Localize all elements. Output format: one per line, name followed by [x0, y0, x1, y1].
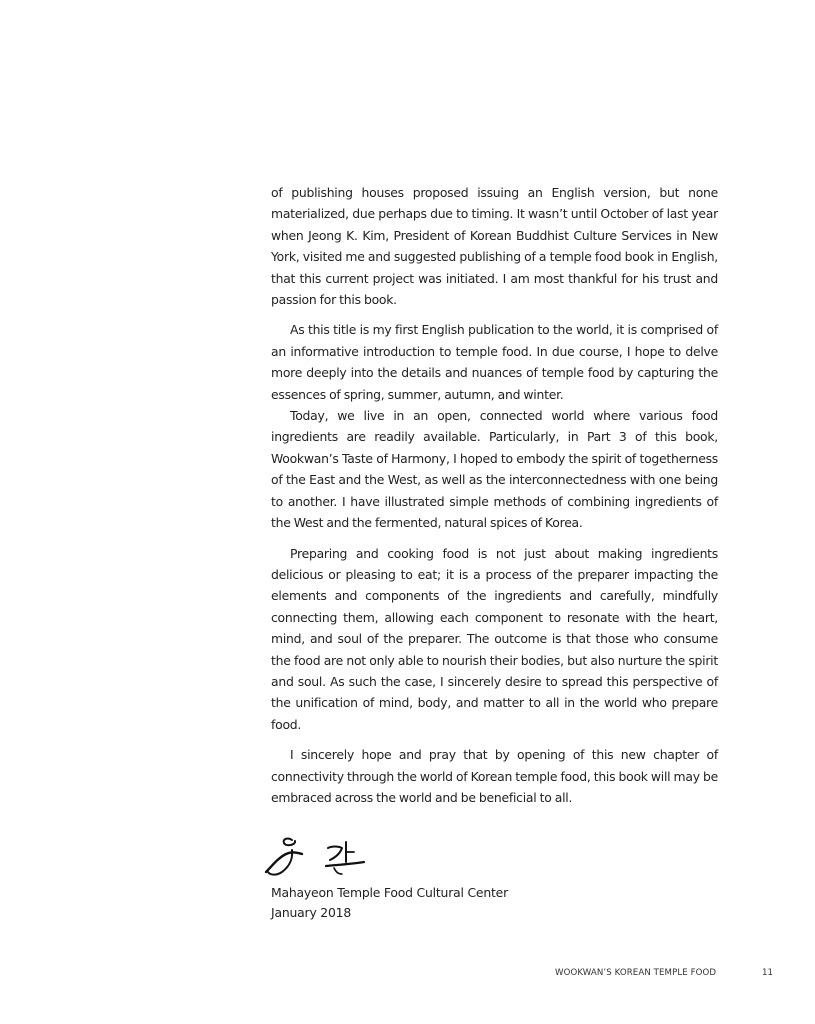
- page-number: 11: [762, 968, 773, 978]
- paragraph-continuation: of publishing houses proposed issuing an English version, but none materialized, due perhaps due to timing. It wasn’t until October of last year when Jeong K. Kim, President of Korean Buddhist Culture Services in New York, visited me and suggested publishing of a temple food book in English, that this current project was initiated. I am most thankful for his trust and passion for this book.: [271, 185, 718, 308]
- paragraph-english-publication: As this title is my first English publication to the world, it is comprised of an informative introduction to temple food. In due course, I hope to delve more deeply into the details and nuances of temple food by capturing the essences of spring, summer, autumn, and winter.: [271, 322, 718, 402]
- paragraph-closing-hope: I sincerely hope and pray that by opening of this new chapter of connectivity through the world of Korean temple food, this book will may be embraced across the world and be beneficial to all.: [271, 747, 718, 805]
- paragraph-connected-world: Today, we live in an open, connected world where various food ingredients are readily available. Particularly, in Part 3 of this book, Wookwan’s Taste of Harmony, I hoped to embody the spirit of togetherness of the East and the West, as well as the interconnectedness with one being to another. I have illustrated simple methods of combining ingredients of the West and the fermented, natural spices of Korea.: [271, 408, 718, 531]
- paragraph-cooking-food: Preparing and cooking food is not just about making ingredients delicious or pleasing to eat; it is a process of the preparer impacting the elements and components of the ingredients and carefully, mindfully connecting them, allowing each component to resonate with the heart, mind, and soul of the preparer. The outcome is that those who consume the food are not only able to nourish their bodies, but also nurture the spirit and soul. As such the case, I sincerely desire to spread this perspective of the unification of mind, body, and matter to all in the world who prepare food.: [271, 545, 718, 732]
- signature-block: [271, 883, 508, 923]
- organization-name: Mahayeon Temple Food Cultural Center: [271, 885, 508, 900]
- body-text: [271, 182, 718, 808]
- handwritten-signature: [262, 832, 374, 882]
- signature-date: January 2018: [271, 905, 352, 920]
- running-footer-title: WOOKWAN’S KOREAN TEMPLE FOOD: [555, 968, 717, 978]
